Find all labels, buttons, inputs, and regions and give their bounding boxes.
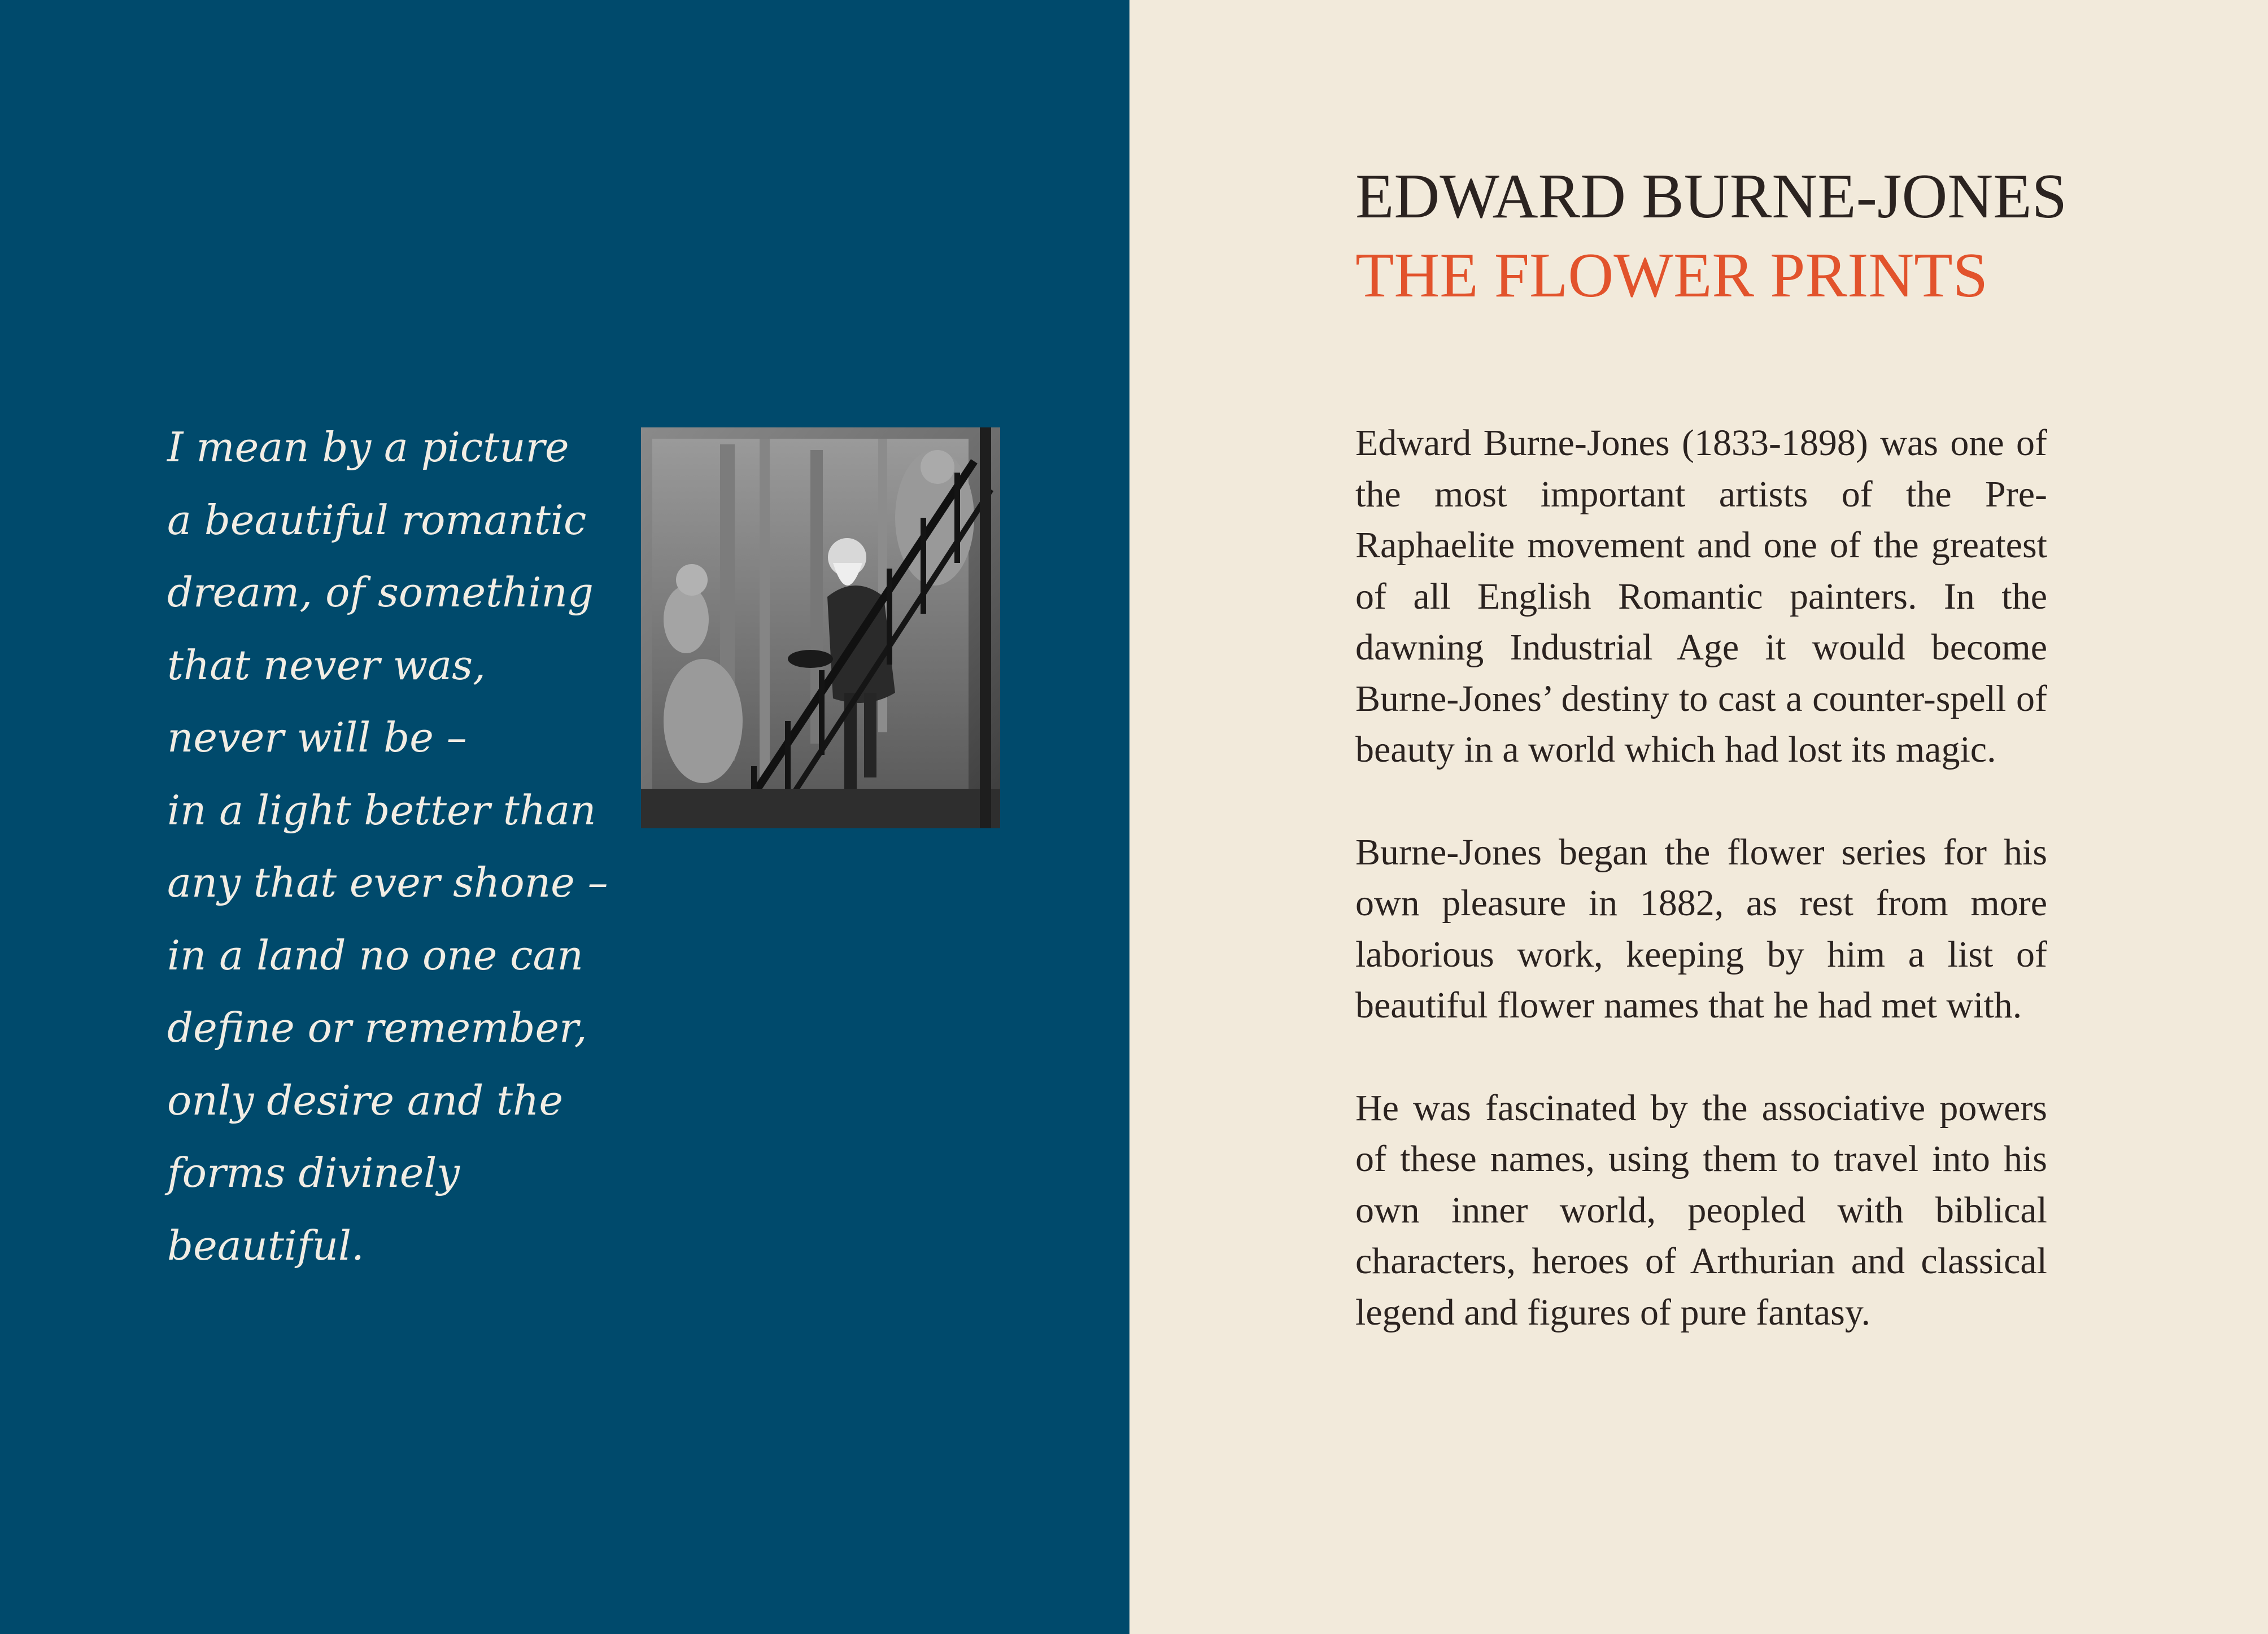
quote-line: I mean by a picture [167, 423, 569, 471]
paragraph: Burne-Jones began the flower series for his own pleasure in 1882, as rest from more laborious work, keeping by him a list of beautiful flower names that he had met with. [1355, 831, 2047, 1026]
artist-quote [167, 411, 675, 1282]
artist-at-easel-photo [641, 427, 1000, 828]
paragraph: He was fascinated by the associative powers of these names, using them to travel into his own inner world, peopled with biblical characters, heroes of Arthurian and classical legend and figures of pure fantasy. [1355, 1087, 2047, 1333]
quote-line: forms divinely [167, 1149, 460, 1196]
quote-line: in a land no one can [167, 931, 583, 979]
left-page [0, 0, 1129, 1634]
quote-line: a beautiful romantic [167, 496, 587, 544]
quote-line: dream, of something [167, 569, 594, 616]
paragraph: Edward Burne-Jones (1833-1898) was one of the most important artists of the Pre-Raphaelite movement and one of the greatest of all English Romantic painters. In the dawning Industrial Age it would become Burne-Jones’ destiny to cast a counter-spell of beauty in a world which had lost its magic. [1355, 422, 2047, 770]
title-subtitle: THE FLOWER PRINTS [1355, 241, 1988, 311]
introduction-text [1355, 418, 2047, 1390]
artist-photograph [641, 427, 1000, 828]
book-title [1355, 157, 2067, 315]
quote-line: beautiful. [167, 1221, 364, 1269]
quote-line: that never was, [167, 641, 486, 689]
quote-line: any that ever shone – [167, 859, 608, 906]
right-page [1129, 0, 2268, 1634]
quote-line: only desire and the [167, 1076, 564, 1124]
quote-line: define or remember, [167, 1004, 587, 1051]
quote-line: in a light better than [167, 786, 596, 834]
quote-line: never will be – [167, 714, 467, 761]
title-artist-name: EDWARD BURNE-JONES [1355, 161, 2067, 231]
